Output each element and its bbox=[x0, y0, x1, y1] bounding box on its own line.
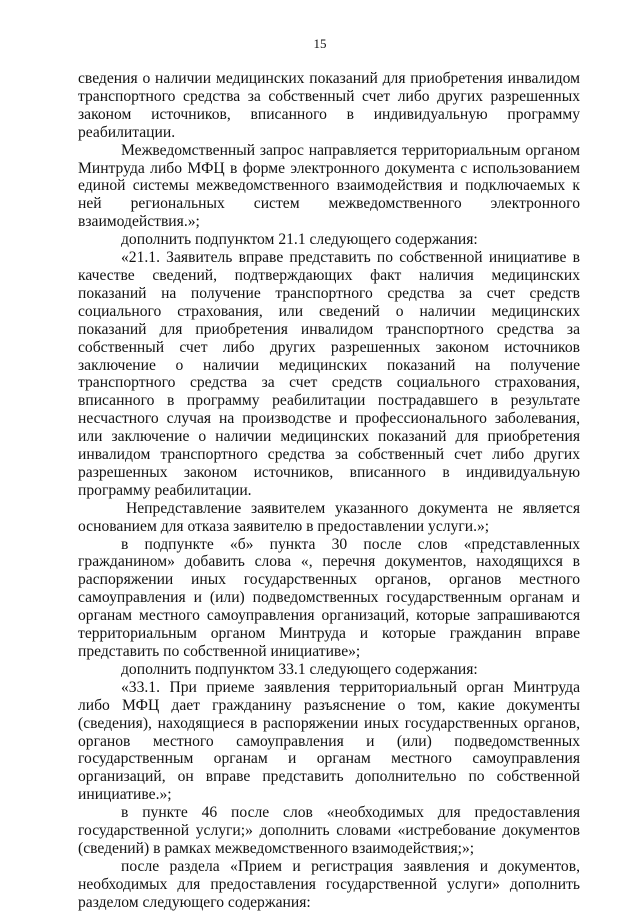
paragraph-clause-30b: в подпункте «б» пункта 30 после слов «представленных гражданином» добавить слова «, перечня документов, находящихся в распоряжении иных государственных органов, органов местного самоуправления и (или) подведомственных государственным органам и органам местного самоуправления организаций, которые запрашиваются территориальным органом Минтруда и которые гражданин вправе представить по собственной инициативе»; bbox=[78, 535, 580, 660]
paragraph-subclause-21-1: «21.1. Заявитель вправе представить по собственной инициативе в качестве сведений, подтверждающих факт наличия медицинских показаний на получение транспортного средства за счет средств социального страхования, или сведений о наличии медицинских показаний для приобретения инвалидом транспортного средства за собственный счет либо других разрешенных законом источников заключение о наличии медицинских показаний на получение транспортного средства за счет средств социального страхования, вписанного в программу реабилитации пострадавшего в результате несчастного случая на производстве и профессионального заболевания, или заключение о наличии медицинских показаний для приобретения инвалидом транспортного средства за собственный счет либо других разрешенных законом источников, вписанного в индивидуальную программу реабилитации. bbox=[78, 249, 580, 499]
paragraph-add-subclause-33-1: дополнить подпунктом 33.1 следующего содержания: bbox=[121, 660, 478, 678]
paragraph-clause-46: в пункте 46 после слов «необходимых для предоставления государственной услуги;» дополнить словами «истребование документов (сведений) в рамках межведомственного взаимодействия;»; bbox=[78, 804, 580, 857]
page-number: 15 bbox=[313, 36, 327, 51]
paragraph-non-submission: Непредставление заявителем указанного документа не является основанием для отказа заявителю в предоставлении услуги.»; bbox=[78, 499, 580, 535]
paragraph-new-section: после раздела «Прием и регистрация заявления и документов, необходимых для предоставления государственной услуги» дополнить разделом следующего содержания: bbox=[78, 857, 580, 911]
paragraph-interagency-request: Межведомственный запрос направляется территориальным органом Минтруда либо МФЦ в форме электронного документа с использованием единой системы межведомственного взаимодействия и подключаемых к ней региональных систем межведомственного электронного взаимодействия.»; bbox=[78, 141, 580, 231]
document-body bbox=[78, 70, 580, 912]
paragraph-continuation: сведения о наличии медицинских показаний для приобретения инвалидом транспортного средства за собственный счет либо других разрешенных законом источников, вписанного в индивидуальную программу реабилитации. bbox=[78, 70, 580, 141]
paragraph-subclause-33-1: «33.1. При приеме заявления территориальный орган Минтруда либо МФЦ дает гражданину разъяснение о том, какие документы (сведения), находящиеся в распоряжении иных государственных органов, органов местного самоуправления и (или) подведомственных государственным органам и органам местного самоуправления организаций, он вправе представить дополнительно по собственной инициативе.»; bbox=[78, 678, 580, 804]
paragraph-add-subclause-21-1: дополнить подпунктом 21.1 следующего содержания: bbox=[121, 231, 478, 249]
